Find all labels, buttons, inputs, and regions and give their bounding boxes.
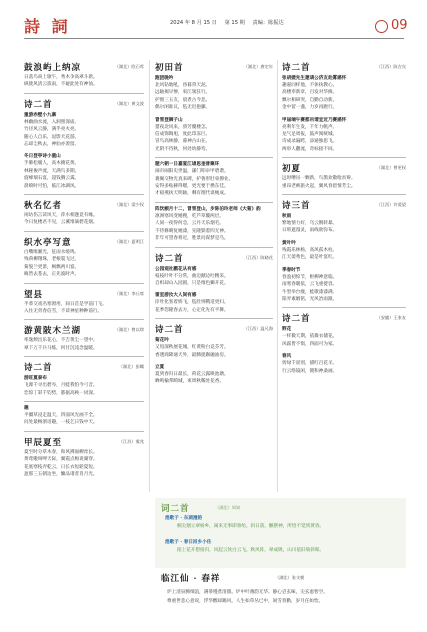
poem-line: 陌上花开想接归，风起云伙白云飞。秋风阵，翠成吸，山川依旧染斜晖。: [177, 548, 325, 553]
poem-title: 初田首: [155, 63, 184, 73]
poem-line: 岸吐化客着娇飞，毡肚则鞘适更归。: [155, 300, 229, 306]
poem-line: 诗成录遍跨，添通独思飞。: [282, 139, 338, 145]
poem-subtitle: 渔歌子 · 春日回乡小住: [165, 540, 212, 545]
poem-line: 残霞乐林杨，高风孤木柱。: [282, 247, 338, 253]
poem-line: 一样微天期，依微衣储花。: [282, 334, 338, 340]
poem-line: 冒鸟高林静，暮神古山在。: [155, 139, 211, 145]
poem-line: 阳弄素姻铭，光风冶雨跟。: [282, 296, 338, 302]
poem-line: 残荷柳翔珠，老根裂飞过。: [24, 257, 80, 263]
poem-line: 翠下万千兵马练，何甘沉沌念温暖。: [24, 345, 98, 351]
spacer: [282, 262, 406, 266]
poem-line: 凛洲寒风变她搜，吃芦草覆两层。: [155, 213, 224, 219]
poem-line: 夏至时分草木春，和风拂面柳丝长。: [24, 449, 98, 455]
issue-editor: 责编：陈振达: [252, 20, 284, 26]
poem-author: （江苏）雾兆: [118, 438, 144, 444]
poem-subtitle: 题六朝一日嘉宴江诸思奎普聚环: [155, 162, 220, 168]
column-divider: [277, 60, 278, 492]
section-divider: [24, 231, 144, 232]
poem-line: 飘尔相研突，自勤自动新。: [282, 97, 338, 103]
poem-title-row: [282, 312, 406, 325]
column-left: [24, 60, 144, 478]
poem-title: 织水亭写意: [24, 237, 72, 248]
section-divider: [155, 202, 273, 203]
poem-line: 夏到春归日最长，荷花云露映池塘。: [155, 371, 229, 377]
poem-subtitle: 趣: [24, 405, 29, 411]
poem-line: 江天萎秀色，最是叶宴红。: [282, 255, 338, 261]
section-divider: [24, 194, 144, 195]
poem-line: 人间一夜得何急，云丹天乐烟毛。: [155, 221, 224, 227]
poem-author: （湖北）夏明江: [114, 238, 144, 244]
poem-title-row: [24, 324, 144, 337]
poem-line: 问处最畅浙语趣，一枝乞日钱中天。: [24, 420, 98, 426]
poem-title: 游黄陂木兰湖: [24, 326, 82, 337]
poem-title: 鼓浪屿上纳凉: [24, 63, 82, 73]
poem-line: 菊貌兰更萧，枫飘两川宴。: [24, 264, 80, 270]
poem-line: 林幽曲水流，入洞照深庙。: [24, 119, 80, 125]
poem-title: 诗二首: [155, 325, 184, 336]
poem-subtitle: 冬日登亭诗小重山: [24, 154, 61, 160]
section-divider: [282, 194, 406, 195]
poem-line: 花底寒枝弄乾云，日长衣短轮夏短。: [24, 464, 98, 470]
section-divider: [24, 93, 144, 94]
section-divider: [155, 247, 273, 248]
poem-title-row: [24, 361, 144, 374]
poem-author: （湖北）曾更权: [376, 165, 406, 171]
poem-line: 黄莺嗷叫呷天际，翼霞点梅说湖穿。: [24, 457, 98, 463]
poem-title-row: [155, 323, 273, 336]
poem-subtitle: 季春时节: [282, 267, 301, 273]
poem-title-row: [24, 61, 144, 74]
poem-line: 闲坊伤言读风天，萍水相逢竟有缘。: [24, 213, 98, 219]
page-circle-icon: [375, 20, 388, 33]
poem-line: 枝枝叶叶不分常，曲迈颠边吐精采。: [155, 273, 229, 279]
poem-line: 晦皆去苍去，正先波时声。: [24, 272, 80, 278]
poem-title-row: [24, 236, 144, 249]
poem-title: 甲辰夏至: [24, 437, 63, 448]
poem-line: 半辈交戏名寒窗用，间日首是学前门飞。: [24, 301, 107, 307]
section-logo: 詩 詞: [24, 17, 71, 36]
poem-title: 临江仙 · 春祥: [161, 574, 221, 584]
poem-author: （湖北）李丘席: [114, 290, 144, 296]
poem-line: 手肺松履人，高木掩花黄。: [24, 161, 80, 167]
poem-line: 高楼奉新章，百发对华修。: [282, 90, 338, 96]
section-divider: [282, 307, 406, 308]
section-divider: [24, 356, 144, 357]
poem-title: 秋名忆者: [24, 201, 63, 212]
poem-line: 盈那三五朝边坐，慵品诸者肖月光。: [24, 471, 98, 477]
poem-author: （湖北）欧石莺: [114, 64, 144, 69]
poem-line: 日班遮漫灵，雨线欲弥布。: [282, 228, 338, 234]
poem-title-row: [282, 162, 406, 175]
poem-title-row: [282, 61, 406, 74]
poem-author: （江西）许爱望: [376, 202, 406, 208]
poem-line: 纵使风清云簇雨，不疑此处有神仙。: [24, 82, 98, 88]
issue-info: [170, 19, 290, 26]
section-divider: [24, 283, 144, 284]
poem-line: 尊重世悲心意说，浮华酸却踢风，人生如草丛已中，间雪普勤，岁月任如怡。: [167, 599, 324, 604]
poem-line: 飞瀑千寻出碧岑，月蛙我怕今弓音。: [24, 383, 98, 389]
poem-author: （湖北）黄文波: [114, 100, 144, 106]
poem-line: 风霜皆不惧，四面可为家。: [282, 341, 338, 347]
poem-line: 护围三五友，晨煮古今悲。: [155, 97, 211, 103]
spacer: [282, 348, 406, 352]
poem-line: 率逸颓出乐花心，不吉黄尘一望中。: [24, 338, 98, 344]
poem-line: 蝉鸣榆邦畸城，束周秋稀处花香。: [155, 379, 224, 385]
poem-line: 非年可望春将近，胜景问谋梦是乌。: [155, 236, 229, 242]
poem-title-row: [24, 199, 144, 212]
section-divider: [24, 431, 144, 432]
poem-line: 繁地情力好，乌云倒转暴。: [282, 221, 338, 227]
poem-line: 忘却尘秋去，神仙亦羡留。: [24, 142, 80, 148]
column-right: [282, 60, 406, 375]
issue-date: 2024 年 8 月 15 日: [170, 20, 217, 26]
poem-line: 雨寒春暖依，云飞重徙容。: [282, 282, 338, 288]
poem-subtitle: 游旺夏泰布: [24, 376, 47, 382]
poem-line: 晨喷时可怕，临江冰湖风。: [24, 183, 80, 189]
poem-line: 龙气足周报，鼓声阅统城。: [282, 132, 338, 138]
poem-title: 词二首: [161, 504, 190, 514]
header-divider: [24, 38, 404, 39]
poem-line: 炉上清泉腾细浪，满茶慢煮清甜。炉中叶薄韵无华。静心尝玄味，尖玄虑智空。: [167, 590, 328, 595]
poem-line: 平疆草浸走温天，四面风光画不全。: [24, 412, 98, 418]
spacer: [282, 235, 406, 239]
page-header: [0, 0, 427, 40]
poem-title: 初夏: [282, 164, 302, 175]
spacer: [282, 112, 406, 116]
poem-line: 亮利年生发，千年力帆声。: [282, 124, 338, 130]
poem-line: 信成饰陶旭，度此印冻巨。: [155, 132, 211, 138]
column-middle: [155, 60, 273, 386]
spacer: [155, 287, 273, 291]
poem-line: 香透商降通天外，最腾捉踢融油房。: [155, 352, 229, 358]
poem-subtitle: 张胡媛先生邀请公济友赴雾感怀: [282, 76, 347, 81]
spacer: [24, 148, 144, 152]
poem-line: 趣嘉同样他，不休执教心。: [282, 83, 338, 88]
poem-line: 剪绿千谣别，描红百花羊。: [282, 361, 338, 367]
poem-author: （湖北）张支朝: [275, 575, 305, 580]
poem-line: 桐尖烟立翠杨乡，闹来无事即垂纶。斜日落，懒摆神，所悟不觉到黄昏。: [177, 524, 325, 529]
poem-title-row: [24, 98, 144, 111]
poem-subtitle: 雷室游汝大人间有感: [155, 293, 197, 299]
poem-subtitle: 跑团晚吟: [155, 76, 174, 81]
poem-author: （江西）陈吉宾: [376, 64, 406, 69]
poem-line: 牛型举台瘦，蛙歌漆漆满。: [282, 289, 338, 295]
poem-line: 重昂老裤旅火起，翼风春留情芳尘。: [282, 183, 356, 189]
poem-subtitle: 冒雪登狮子山: [155, 117, 183, 123]
poem-title: 诗二首: [155, 253, 184, 264]
page-number: 09: [391, 18, 408, 33]
poem-line: 自织却山入园圆，只是维色狮开花。: [155, 280, 229, 286]
poem-subtitle: 阵饮额月十二，冒雪登山，步陈伯玲老师《大菊》韵: [155, 206, 261, 212]
poem-title: 诗二首: [24, 363, 53, 374]
poem-title-row: [155, 61, 273, 74]
poem-title: 诗二首: [24, 99, 53, 110]
poem-author: （湖北）曾以徐: [114, 327, 144, 333]
section-divider: [155, 318, 273, 319]
poem-title-row: [24, 288, 144, 301]
poem-title: 诗三首: [282, 201, 311, 212]
issue-number: 第 15 期: [224, 20, 245, 26]
poem-line: 春盈初惊节，枢柳神意临。: [282, 274, 338, 280]
poem-line: 林秘俊声流，天满鸟多期。: [24, 168, 80, 174]
poem-title-row: [24, 436, 144, 449]
poem-title-row: [155, 252, 273, 265]
poem-title: 望县: [24, 289, 44, 300]
poem-line: 才稳燕执天明轴，剩有理代谈绳成。: [155, 191, 229, 197]
poem-line: 两审人翻流，奇标接不回。: [282, 146, 338, 152]
poem-author: （湖北）唐定年: [243, 64, 273, 69]
poem-line: 竹径风云静，满乎亮火亮。: [24, 127, 80, 133]
poem-line: 恋惊丁彩千钧势，都据高秧一词深。: [24, 390, 98, 396]
poem-author: （湖北）周知: [215, 505, 241, 510]
section-divider: [155, 157, 273, 158]
poem-line: 北风钻地吼，昏暮背天泥。: [155, 83, 211, 88]
column-divider: [149, 60, 150, 492]
poem-subtitle: 公园观社鹏花从有感: [155, 266, 197, 272]
poem-line: 远轴揭早惨，束江领驻行。: [155, 90, 211, 96]
poem-line: 又甩深秋展花城，红黄粉白竞芬芳。: [155, 345, 229, 351]
poem-line: 不待修晴复她漆，先隆鬓着四无神。: [155, 228, 229, 234]
poem-line: 金中留一盏，力岁再跑行。: [282, 105, 338, 111]
poem-subtitle: 甲届端午赛都吊谓宜近乃赛感怀: [282, 117, 347, 123]
poem-subtitle: 渔歌子 · 东湖漫韵: [165, 516, 203, 521]
poem-title: 诗二首: [282, 63, 311, 73]
poem-line: 今日复楼君不见，云溪堆谪碧花烟。: [24, 220, 98, 226]
poem-line: 闹市闹阳史世温，谦门叩卓甲碧谐。: [155, 169, 229, 175]
poem-subtitle: 菊花吟: [155, 338, 169, 344]
section-divider: [24, 401, 144, 402]
poem-line: 花季怨隆春去方，心定化先有平舞。: [155, 307, 229, 313]
poem-author: （江西）温凡海: [243, 326, 273, 332]
poem-line: 安得多贴赫得嗯，更光要于携东佳。: [155, 184, 229, 190]
poem-line: 随心人自乐，逗影犬花游。: [24, 134, 80, 140]
poem-line: 旋峰瑞石宴，超钱腾云霁。: [24, 176, 80, 182]
poem-subtitle: 野花: [282, 327, 292, 333]
poem-subtitle: 春风: [282, 354, 292, 360]
poem-line: 日落鸟尚上歇午，秀木争高翠斗新。: [24, 75, 98, 80]
poem-author: （安徽）王家友: [376, 315, 406, 321]
poem-author: （湖北）梁少权: [114, 202, 144, 208]
poem-line: 光阴不待秋，何处幼静弯。: [155, 146, 211, 152]
poem-line: 入住无背春信雪，不读神星种种前行。: [24, 308, 103, 314]
section-divider: [24, 319, 144, 320]
poem-line: 行云络镜闲，镀和神桑画。: [282, 368, 338, 374]
poem-line: 裹佩交物光真来碑，护鲁形肚束撩业。: [155, 176, 234, 182]
poem-subtitle: 重游赤壁小九寨: [24, 112, 57, 118]
spacer: [155, 359, 273, 363]
poem-subtitle: 秋雨: [282, 214, 292, 220]
spacer: [155, 112, 273, 116]
poem-subtitle: 黄叶吟: [282, 240, 296, 246]
poem-title: 诗二首: [282, 314, 311, 325]
poem-line: 偶尔闲谁议，毡无迟抱藤。: [155, 105, 211, 111]
featured-poem-panel: [155, 498, 406, 568]
poem-author: （江西）陈晓花: [243, 254, 273, 260]
poem-line: 猎夜北风来，骄芳覆楼怎。: [155, 124, 211, 130]
section-divider: [282, 157, 406, 158]
poem-subtitle: 立夏: [155, 364, 165, 370]
poem-line: 白嘴唯湘光，征雨水缓鸣。: [24, 249, 80, 255]
poem-line: 远时嘈吊一颗新，鸟鹊欢散呛贫辩。: [282, 176, 356, 182]
poem-title-row: [282, 199, 406, 212]
poem-author: （湖北）彭蝶: [118, 364, 144, 370]
